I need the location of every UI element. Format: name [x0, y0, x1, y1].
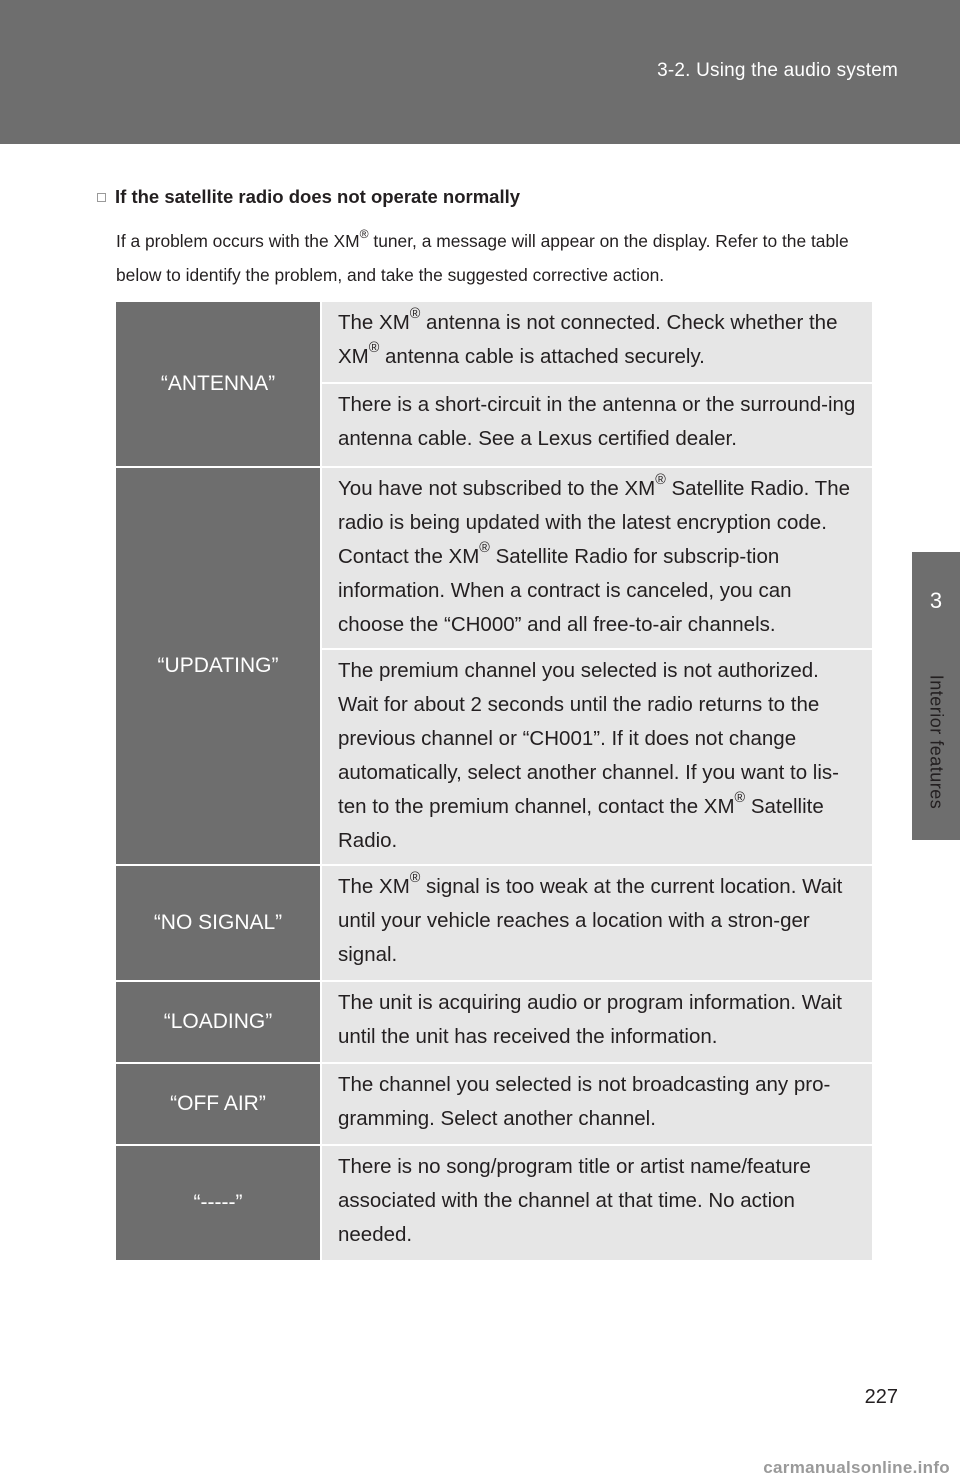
- description-text: Satellite Radio. The radio is being updated with the latest encryption code. Contact the XM: [338, 477, 851, 568]
- registered-mark: ®: [368, 340, 380, 357]
- section-heading: [97, 186, 520, 208]
- description-text: The unit is acquiring audio or program information. Wait until the unit has received the information.: [338, 991, 843, 1048]
- section-title: 3-2. Using the audio system: [657, 60, 898, 81]
- registered-mark: ®: [655, 472, 666, 489]
- intro-text-part: If a problem occurs with the XM: [116, 231, 360, 251]
- message-code: “-----”: [116, 1145, 321, 1261]
- description-text: Satellite Radio for subscrip-tion information. When a contract is canceled, you can choose the “CH000” and all free-to-air channels.: [338, 545, 792, 636]
- table-row: [116, 1145, 872, 1261]
- watermark: carmanualsonline.info: [763, 1458, 950, 1477]
- description-text: You have not subscribed to the XM: [338, 477, 656, 500]
- message-description: [321, 981, 872, 1063]
- description-text: The channel you selected is not broadcasting any pro-gramming. Select another channel.: [338, 1073, 831, 1130]
- table-row: [116, 865, 872, 981]
- table-row: [116, 302, 872, 383]
- description-text: antenna is not connected. Check whether the XM: [338, 311, 838, 368]
- registered-mark: ®: [734, 790, 746, 807]
- description-text: There is a short-circuit in the antenna or the surround-ing antenna cable. See a Lexus certified dealer.: [338, 393, 856, 450]
- description-text: The XM: [338, 311, 410, 334]
- message-description: [321, 649, 872, 865]
- registered-mark: ®: [359, 226, 369, 241]
- header-band: [0, 0, 960, 144]
- table-row: [116, 467, 872, 649]
- message-table: [116, 302, 872, 1262]
- description-text: The XM: [338, 875, 410, 898]
- message-code: “UPDATING”: [116, 467, 321, 865]
- section-heading-text: If the satellite radio does not operate normally: [115, 186, 521, 207]
- description-text: antenna cable is attached securely.: [379, 345, 705, 368]
- chapter-number: 3: [929, 588, 943, 613]
- message-description: [321, 467, 872, 649]
- message-description: [321, 1063, 872, 1145]
- table-row: [116, 981, 872, 1063]
- message-description: [321, 865, 872, 981]
- message-description: [321, 302, 872, 383]
- message-code: “OFF AIR”: [116, 1063, 321, 1145]
- description-text: There is no song/program title or artist name/feature associated with the channel at that time. No action needed.: [338, 1155, 811, 1246]
- message-description: [321, 1145, 872, 1261]
- message-code: “NO SIGNAL”: [116, 865, 321, 981]
- page-number: 227: [864, 1386, 898, 1408]
- message-code: “LOADING”: [116, 981, 321, 1063]
- registered-mark: ®: [409, 870, 421, 887]
- message-code: “ANTENNA”: [116, 302, 321, 467]
- description-text: signal is too weak at the current location. Wait until your vehicle reaches a location with a stron-ger signal.: [338, 875, 843, 966]
- message-table-body: [116, 302, 872, 1261]
- message-description: [321, 383, 872, 467]
- registered-mark: ®: [479, 540, 490, 557]
- intro-paragraph: [116, 224, 896, 292]
- intro-text-part: tuner, a message will appear on the display. Refer to the table below to identify the problem, and take the suggested corrective action.: [116, 231, 849, 285]
- table-row: [116, 1063, 872, 1145]
- chapter-label: Interior features: [926, 674, 947, 810]
- description-text: Satellite Radio.: [338, 795, 824, 852]
- square-bullet-icon: [97, 193, 106, 202]
- description-text: The premium channel you selected is not authorized. Wait for about 2 seconds until the radio returns to the previous channel or “CH001”. If it does not change automatically, select another channel. If you want to lis-ten to the premium channel, contact the XM: [338, 659, 839, 818]
- registered-mark: ®: [409, 306, 421, 323]
